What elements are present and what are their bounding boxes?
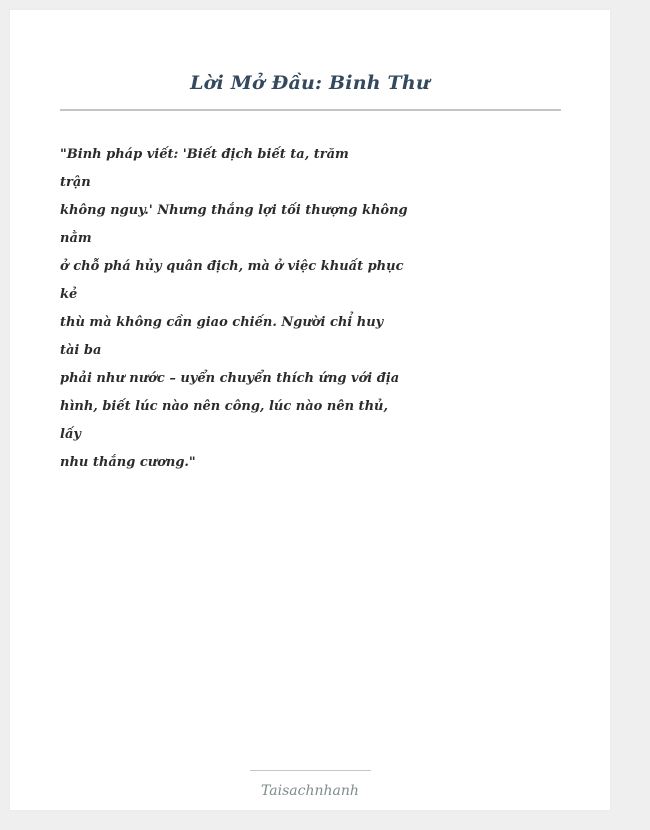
quote-line: không nguy.' Nhưng thắng lợi tối thượng không (60, 203, 408, 218)
quote-line: thù mà không cần giao chiến. Người chỉ huy (60, 315, 384, 330)
quote-line: kẻ (60, 287, 78, 302)
footer-brand: Taisachnhanh (261, 783, 359, 799)
quote-body (60, 141, 408, 477)
quote-line: nhu thắng cương." (60, 455, 196, 470)
quote-line: nằm (60, 231, 92, 246)
quote-line: phải như nước – uyển chuyển thích ứng với địa (60, 371, 400, 386)
document-page (10, 10, 610, 810)
title-divider (60, 109, 561, 111)
quote-line: ở chỗ phá hủy quân địch, mà ở việc khuất phục (60, 259, 404, 274)
quote-line: trận (60, 175, 91, 190)
quote-line: lấy (60, 427, 81, 442)
quote-line: "Binh pháp viết: 'Biết địch biết ta, trăm (60, 147, 349, 162)
quote-line: hình, biết lúc nào nên công, lúc nào nên thủ, (60, 399, 388, 414)
page-title: Lời Mở Đầu: Binh Thư (190, 72, 430, 94)
footer-divider (250, 770, 371, 771)
quote-line: tài ba (60, 343, 102, 358)
